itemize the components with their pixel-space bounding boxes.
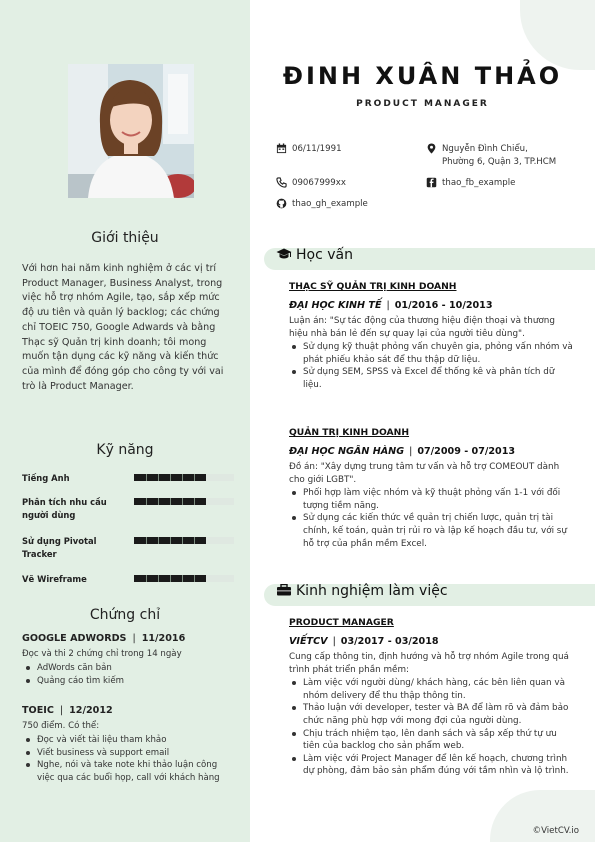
skill-level-bar — [134, 575, 206, 582]
facebook-icon — [426, 177, 437, 188]
list-item: Quảng cáo tìm kiếm — [22, 675, 236, 688]
company-name: VIẾTCV — [289, 636, 328, 647]
github-text: thao_gh_example — [292, 199, 368, 209]
entry-desc: Luận án: "Sự tác động của thương hiệu điện thoại và thương hiệu nhà bán lẻ đến sự quay lại của người tiêu dùng". — [289, 316, 555, 339]
calendar-icon — [276, 143, 287, 154]
entry-desc: Đồ án: "Xây dựng trung tâm tư vấn và hỗ trợ COMEOUT dành cho giới LGBT". — [289, 462, 560, 485]
list-item: Sử dụng các kiến thức về quản trị chiến lược, quản trị tài chính, kế toán, quản trị rủi ro và lập kế hoạch đầu tư, với sự hỗ trợ của phần mềm Excel. — [289, 512, 575, 550]
full-name: ĐINH XUÂN THẢO — [282, 62, 563, 90]
entry-items — [289, 341, 575, 391]
education-heading — [276, 247, 353, 263]
github-icon — [276, 198, 287, 209]
contact-facebook — [426, 177, 586, 190]
cert-desc: 750 điểm. Có thể: — [22, 721, 100, 731]
separator: | — [132, 633, 136, 644]
skill-name: Phân tích nhu cầu người dùng — [22, 497, 107, 520]
cert-date: 12/2012 — [69, 705, 113, 716]
location-pin-icon — [426, 143, 437, 154]
cert-header — [22, 705, 236, 716]
list-item: Nghe, nói và take note khi thảo luận công việc qua các buổi họp, call với khách hàng — [22, 759, 236, 784]
entry-items — [289, 487, 575, 550]
institution-line — [289, 300, 575, 311]
experience-heading — [276, 583, 448, 599]
contact-dob — [276, 143, 416, 156]
decorative-shape — [520, 0, 595, 70]
contact-phone — [276, 177, 416, 190]
cert-date: 11/2016 — [141, 633, 186, 644]
institution-name: ĐẠI HỌC KINH TẾ — [289, 300, 382, 311]
date-range: 07/2009 - 07/2013 — [417, 446, 516, 457]
skill-row — [22, 496, 234, 526]
education-entry — [289, 427, 575, 550]
cert-items — [22, 662, 236, 687]
cert-entry — [22, 633, 236, 687]
education-heading-text: Học vấn — [296, 247, 353, 263]
skill-level-bar — [134, 474, 206, 481]
list-item: Đọc và viết tài liệu tham khảo — [22, 734, 236, 747]
degree-title: THẠC SỸ QUẢN TRỊ KINH DOANH — [289, 281, 457, 292]
institution-line — [289, 446, 575, 457]
entry-items — [289, 677, 575, 778]
list-item: Làm việc với người dùng/ khách hàng, các bên liên quan và nhóm delivery để thu thập thông tin. — [289, 677, 575, 702]
address-line2: Phường 6, Quận 3, TP.HCM — [442, 156, 557, 167]
skill-level-bar — [134, 498, 206, 505]
entry-desc: Cung cấp thông tin, định hướng và hỗ trợ nhóm Agile trong quá trình phát triển phần mềm: — [289, 652, 569, 675]
separator: | — [386, 300, 390, 311]
skill-name: Sử dụng Pivotal Tracker — [22, 536, 97, 559]
experience-entry — [289, 617, 575, 778]
profile-photo — [68, 64, 194, 198]
certs-heading: Chứng chỉ — [89, 607, 161, 623]
phone-icon — [276, 177, 287, 188]
cert-desc: Đọc và thi 2 chứng chỉ trong 14 ngày — [22, 649, 182, 659]
degree-title: QUẢN TRỊ KINH DOANH — [289, 427, 410, 438]
list-item: Sử dụng SEM, SPSS và Excel để thống kê và phân tích dữ liệu. — [289, 366, 575, 391]
facebook-text: thao_fb_example — [442, 178, 516, 188]
company-line — [289, 636, 575, 647]
sidebar — [0, 0, 250, 842]
job-title: PRODUCT MANAGER — [356, 99, 489, 109]
skill-name: Vẽ Wireframe — [22, 574, 87, 584]
list-item: Viết business và support email — [22, 747, 236, 760]
cert-items — [22, 734, 236, 784]
list-item: AdWords căn bản — [22, 662, 236, 675]
list-item: Thảo luận với developer, tester và BA để làm rõ và đảm bảo chức năng phù hợp với mong đợi của người dùng. — [289, 702, 575, 727]
intro-text: Với hơn hai năm kinh nghiệm ở các vị trí Product Manager, Business Analyst, trong việc hỗ trợ nhóm Agile, tạo, sắp xếp mức độ ưu tiên và quản lý backlog; các chứng chỉ TOEIC 750, Google Adwards và bằng Thạc sỹ Quản trị kinh doanh; tôi mong muốn tận dụng các kỹ năng và kiến thức của mình để đóng góp cho công ty với vai trò là Product Manager. — [22, 263, 224, 392]
separator: | — [332, 636, 336, 647]
institution-name: ĐẠI HỌC NGÂN HÀNG — [289, 446, 405, 457]
cert-entry — [22, 705, 236, 784]
graduation-cap-icon — [276, 248, 292, 260]
skill-level-remaining — [206, 537, 234, 544]
address-line1: Nguyễn Đình Chiểu, — [442, 144, 528, 154]
cert-name: TOEIC — [22, 705, 54, 716]
briefcase-icon — [276, 584, 292, 596]
list-item: Làm việc với Project Manager để lên kế hoạch, chương trình dự phòng, đảm bảo sản phẩm đúng với tầm nhìn và lộ trình. — [289, 753, 575, 778]
skills-heading: Kỹ năng — [96, 442, 154, 458]
dob-text: 06/11/1991 — [292, 144, 342, 154]
experience-heading-text: Kinh nghiệm làm việc — [296, 583, 448, 599]
list-item: Chịu trách nhiệm tạo, lên danh sách và sắp xếp thứ tự ưu tiên của backlog cho sản phẩm web. — [289, 728, 575, 753]
skill-name: Tiếng Anh — [22, 473, 70, 483]
phone-text: 09067999xx — [292, 178, 346, 188]
separator: | — [409, 446, 413, 457]
intro-heading: Giới thiệu — [91, 230, 159, 246]
role-title: PRODUCT MANAGER — [289, 617, 394, 628]
cert-header — [22, 633, 236, 644]
skill-level-remaining — [206, 474, 234, 481]
skill-level-remaining — [206, 498, 234, 505]
skill-row — [22, 573, 234, 603]
footer-credit: ©VietCV.io — [532, 826, 579, 836]
skill-level-bar — [134, 537, 206, 544]
list-item: Sử dụng kỹ thuật phỏng vấn chuyên gia, phỏng vấn nhóm và phát phiếu khảo sát để thu thập dữ liệu. — [289, 341, 575, 366]
list-item: Phối hợp làm việc nhóm và kỹ thuật phỏng vấn 1-1 với đối tượng tiềm năng. — [289, 487, 575, 512]
date-range: 01/2016 - 10/2013 — [394, 300, 493, 311]
skill-row — [22, 535, 234, 565]
contact-github — [276, 198, 436, 211]
cert-name: GOOGLE ADWORDS — [22, 633, 127, 644]
education-entry — [289, 281, 575, 392]
skill-level-remaining — [206, 575, 234, 582]
date-range: 03/2017 - 03/2018 — [340, 636, 439, 647]
contact-address — [426, 143, 586, 168]
separator: | — [59, 705, 64, 716]
